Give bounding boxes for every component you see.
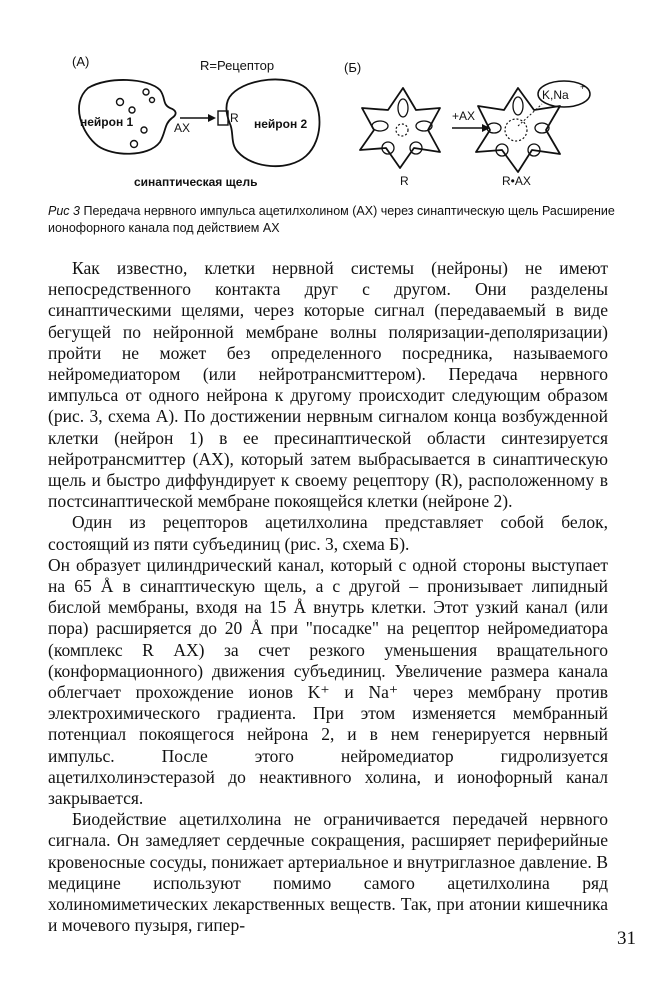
channel-pore — [396, 124, 408, 136]
rax-label: R•АХ — [502, 174, 531, 188]
receptor-legend: R=Рецептор — [200, 58, 275, 73]
paragraph: Он образует цилиндрический канал, который с одной стороны выступает на 65 Å в синаптическую щель, а с другой – пронизывает липидный бислой мембраны, входя на 15 Å внутрь клетки. Этот узкий канал (или пора) расширяется до 20 Å при "посадке" на рецептор нейромедиатора (комплекс R АХ) за счет резкого уменьшения вращательного (конформационного) движения субъединиц. Увеличение размера канала облегчает прохождение ионов K⁺ и Na⁺ через мембрану против электрохимического градиента. При этом изменяется мембранный потенциал покоящегося нейрона 2, и в нем генерируется нервный импульс. После этого нейромедиатор гидролизуется ацетилхолинэстеразой до неактивного холина, и ионофорный канал закрывается. — [48, 554, 608, 809]
figure-3 — [48, 48, 628, 198]
ion-flow-line — [518, 104, 542, 126]
neuron-1-label: нейрон 1 — [80, 115, 134, 129]
page-number: 31 — [617, 928, 636, 949]
plus-ax-label: +АХ — [452, 109, 476, 123]
caption-text: Передача нервного импульса ацетилхолином (АХ) через синаптическую щель Расширение ионофорного канала под действием АХ — [48, 204, 615, 235]
caption-number: Рис 3 — [48, 204, 80, 218]
synapse-label: синаптическая щель — [134, 175, 258, 189]
ions-label: K,Na — [542, 88, 569, 102]
vesicle — [143, 89, 149, 95]
vesicle — [117, 99, 124, 106]
vesicle — [141, 127, 147, 133]
paragraph: Один из рецепторов ацетилхолина представляет собой белок, состоящий из пяти субъединиц (рис. 3, схема Б). — [48, 512, 608, 554]
figure-caption — [48, 203, 620, 237]
receptor-r-label: R — [230, 111, 239, 125]
vesicle — [129, 107, 135, 113]
panel-a-label: (А) — [72, 54, 90, 69]
neuron-2-label: нейрон 2 — [254, 117, 308, 131]
ions-charge: + — [580, 82, 586, 92]
paragraph: Биодействие ацетилхолина не ограничивается передачей нервного сигнала. Он замедляет сердечные сокращения, расширяет периферийные кровеносные сосуды, понижает артериальное и внутриглазное давление. В медицине используют помимо самого ацетилхолина ряд холиномиметических лекарственных веществ. Так, при атонии кишечника и мочевого пузыря, гипер- — [48, 809, 608, 936]
channel-pore-open — [505, 119, 527, 141]
paragraph: Как известно, клетки нервной системы (нейроны) не имеют непосредственного контакта друг с другом. Они разделены синаптическими щелями, через которые сигнал (передаваемый в виде бегущей по нейронной мембране волны поляризации-деполяризации) пройти не может без определенного посредника, называемого нейромедиатором (или нейротрансмиттером). Передача нервного импульса от одного нейрона к другому происходит следующим образом (рис. 3, схема А). По достижении нервным сигналом конца возбужденной клетки (нейрон 1) в ее пресинаптической области синтезируется нейротрансмиттер (АХ), который затем выбрасывается в синаптическую щель и быстро диффундирует к своему рецептору (R), расположенному в постсинаптической мембране покоящейся клетки (нейроне 2). — [48, 258, 608, 512]
figure-3-diagram — [48, 48, 628, 198]
ax-arrow-head — [208, 114, 216, 122]
body-text — [48, 258, 608, 937]
subunit — [513, 97, 523, 115]
vesicle — [150, 98, 155, 103]
vesicle — [131, 141, 138, 148]
ax-label: АХ — [174, 121, 191, 135]
panel-b-label: (Б) — [344, 60, 362, 75]
subunit — [372, 121, 388, 131]
subunit — [398, 99, 408, 117]
receptor-r-caption: R — [400, 174, 409, 188]
